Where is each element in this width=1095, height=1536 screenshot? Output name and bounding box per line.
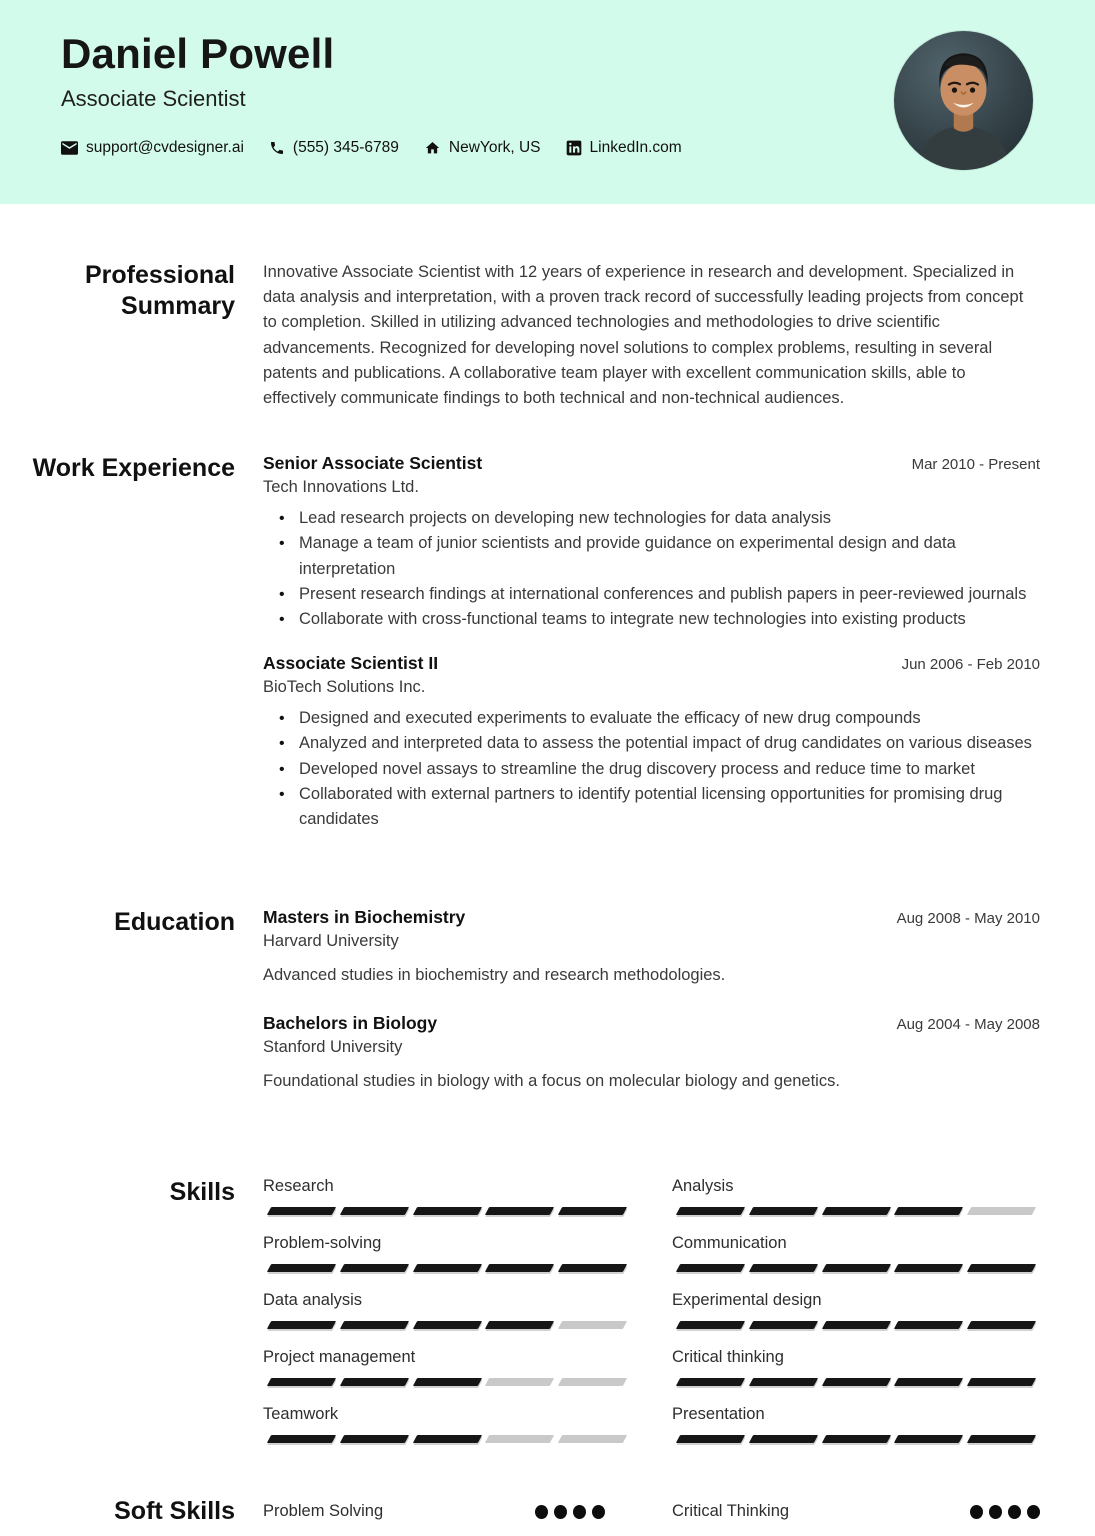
soft-skill-dot: [1008, 1505, 1021, 1519]
skill-bar-segment: [485, 1207, 554, 1215]
section-work-experience: [0, 453, 1095, 853]
soft-skill-dot: [554, 1505, 567, 1519]
job-bullet: • Collaborated with external partners to identify potential licensing opportunities for promising drug candidates: [263, 782, 1040, 832]
job-bullet: • Collaborate with cross-functional teams to integrate new technologies into existing products: [263, 607, 1040, 632]
job-bullet: • Present research findings at international conferences and publish papers in peer-reviewed journals: [263, 582, 1040, 607]
skill-bar-segment: [558, 1207, 627, 1215]
skill-bar-segment: [340, 1264, 409, 1272]
job-bullet: • Developed novel assays to streamline the drug discovery process and reduce time to market: [263, 757, 1040, 782]
skill-bar: [263, 1264, 631, 1272]
skill-item: [672, 1348, 1040, 1386]
skill-bar: [672, 1207, 1040, 1215]
skill-bar: [672, 1378, 1040, 1386]
skill-bar-segment: [967, 1321, 1036, 1329]
contact-linkedin-text: LinkedIn.com: [589, 139, 682, 156]
contact-phone[interactable]: [269, 139, 399, 157]
skill-bar-segment: [967, 1435, 1036, 1443]
contact-location-text: NewYork, US: [448, 139, 541, 156]
person-job-title: Associate Scientist: [61, 86, 246, 111]
phone-icon: [269, 140, 285, 156]
soft-skills-heading: Soft Skills: [114, 1497, 235, 1526]
section-professional-summary: [0, 260, 1095, 411]
job-dates: Jun 2006 - Feb 2010: [901, 656, 1040, 674]
skill-item: [263, 1348, 631, 1386]
degree-dates: Aug 2008 - May 2010: [896, 910, 1040, 928]
soft-skill-dot: [573, 1505, 586, 1519]
skill-item: [263, 1234, 631, 1272]
skill-name: Critical thinking: [672, 1348, 784, 1367]
skills-grid: [263, 1177, 1040, 1462]
skill-bar-segment: [821, 1207, 890, 1215]
skill-bar-segment: [821, 1321, 890, 1329]
soft-skill-name: Problem Solving: [263, 1502, 384, 1521]
degree-dates: Aug 2004 - May 2008: [896, 1016, 1040, 1034]
soft-skill-dots: [535, 1505, 605, 1519]
job-bullet: • Analyzed and interpreted data to assess the potential impact of drug candidates on various diseases: [263, 731, 1040, 756]
soft-skill-dots: [970, 1505, 1040, 1519]
skill-bar-segment: [967, 1264, 1036, 1272]
skill-bar-segment: [821, 1378, 890, 1386]
skill-bar-segment: [340, 1321, 409, 1329]
skill-bar-segment: [894, 1207, 963, 1215]
skill-bar: [672, 1435, 1040, 1443]
skill-name: Data analysis: [263, 1291, 363, 1310]
job-company: BioTech Solutions Inc.: [263, 678, 426, 697]
job-title: Senior Associate Scientist: [263, 453, 483, 474]
skill-bar-segment: [412, 1264, 481, 1272]
soft-skill-item: [672, 1496, 1040, 1527]
skill-bar-segment: [340, 1378, 409, 1386]
skill-bar-segment: [749, 1207, 818, 1215]
skill-bar: [672, 1321, 1040, 1329]
skill-bar-segment: [340, 1207, 409, 1215]
skill-bar-segment: [558, 1378, 627, 1386]
skill-item: [263, 1177, 631, 1215]
contact-location[interactable]: [424, 139, 541, 157]
summary-heading: Professional Summary: [84, 261, 235, 320]
skill-bar: [263, 1207, 631, 1215]
home-icon: [424, 140, 441, 156]
contact-phone-text: (555) 345-6789: [292, 139, 399, 156]
skill-bar-segment: [485, 1321, 554, 1329]
job-title: Associate Scientist II: [263, 653, 439, 674]
skill-name: Presentation: [672, 1405, 765, 1424]
skill-bar-segment: [267, 1264, 336, 1272]
skill-bar-segment: [967, 1378, 1036, 1386]
skill-bar-segment: [558, 1435, 627, 1443]
skill-bar-segment: [894, 1264, 963, 1272]
job-bullet: • Manage a team of junior scientists and provide guidance on experimental design and data interpretation: [263, 531, 1040, 581]
skill-bar-segment: [267, 1321, 336, 1329]
contact-linkedin[interactable]: [566, 139, 682, 157]
job-entry: [263, 653, 1040, 832]
degree-entry: [263, 907, 1040, 985]
skill-bar-segment: [676, 1378, 745, 1386]
skill-bar-segment: [749, 1378, 818, 1386]
skill-bar-segment: [894, 1378, 963, 1386]
skill-bar-segment: [676, 1264, 745, 1272]
skill-bar-segment: [412, 1378, 481, 1386]
skill-bar: [672, 1264, 1040, 1272]
degree-description: Foundational studies in biology with a focus on molecular biology and genetics.: [263, 1072, 840, 1091]
skill-bar-segment: [894, 1321, 963, 1329]
degree-school: Stanford University: [263, 1038, 403, 1057]
soft-skills-grid: [263, 1496, 1040, 1527]
skill-bar-segment: [821, 1264, 890, 1272]
skill-bar-segment: [267, 1435, 336, 1443]
skill-item: [672, 1177, 1040, 1215]
soft-skill-dot: [592, 1505, 605, 1519]
degree-title: Bachelors in Biology: [263, 1013, 438, 1034]
skill-bar-segment: [340, 1435, 409, 1443]
skill-item: [672, 1291, 1040, 1329]
skill-name: Problem-solving: [263, 1234, 382, 1253]
skill-name: Experimental design: [672, 1291, 822, 1310]
skill-bar-segment: [676, 1321, 745, 1329]
section-skills: [0, 1177, 1095, 1462]
skill-bar-segment: [821, 1435, 890, 1443]
skill-item: [263, 1405, 631, 1443]
skill-item: [672, 1234, 1040, 1272]
skill-bar: [263, 1321, 631, 1329]
degree-entry: [263, 1013, 1040, 1091]
skill-name: Teamwork: [263, 1405, 339, 1424]
skill-bar-segment: [749, 1321, 818, 1329]
skill-item: [263, 1291, 631, 1329]
education-heading: Education: [114, 908, 235, 937]
section-soft-skills: [0, 1496, 1095, 1527]
job-bullets: [263, 506, 1040, 632]
skill-bar-segment: [558, 1264, 627, 1272]
job-bullets: [263, 706, 1040, 832]
degree-description: Advanced studies in biochemistry and research methodologies.: [263, 966, 726, 985]
skill-bar-segment: [967, 1207, 1036, 1215]
work-heading: Work Experience: [32, 454, 235, 483]
contact-email-text: support@cvdesigner.ai: [86, 139, 244, 156]
skill-name: Analysis: [672, 1177, 734, 1196]
skills-heading: Skills: [169, 1178, 235, 1207]
degree-school: Harvard University: [263, 932, 399, 951]
skill-bar-segment: [412, 1435, 481, 1443]
skill-bar-segment: [267, 1207, 336, 1215]
skill-name: Communication: [672, 1234, 787, 1253]
job-company: Tech Innovations Ltd.: [263, 478, 419, 497]
soft-skill-dot: [1027, 1505, 1040, 1519]
profile-photo: [894, 31, 1033, 170]
education-entries: [263, 907, 1040, 1119]
job-bullet: • Designed and executed experiments to evaluate the efficacy of new drug compounds: [263, 706, 1040, 731]
person-name: Daniel Powell: [61, 30, 335, 77]
skill-bar: [263, 1435, 631, 1443]
skill-bar-segment: [485, 1378, 554, 1386]
skill-name: Project management: [263, 1348, 416, 1367]
skill-name: Research: [263, 1177, 334, 1196]
soft-skill-dot: [970, 1505, 983, 1519]
skill-bar-segment: [894, 1435, 963, 1443]
summary-text: Innovative Associate Scientist with 12 years of experience in research and development. Specialized in data analysis and interpretation, with a proven track record of successfully leading projects from concept to completion. Skilled in utilizing advanced technologies and methodologies to drive scientific advancements. Recognized for developing novel solutions to complex problems, resulting in several patents and publications. A collaborative team player with excellent communication skills, able to effectively communicate findings to both technical and non-technical audiences.: [263, 263, 1024, 408]
job-entry: [263, 453, 1040, 632]
section-education: [0, 907, 1095, 1119]
email-icon: [61, 141, 78, 155]
skill-bar-segment: [485, 1264, 554, 1272]
job-dates: Mar 2010 - Present: [911, 456, 1040, 474]
skill-bar: [263, 1378, 631, 1386]
skill-bar-segment: [412, 1207, 481, 1215]
soft-skill-name: Critical Thinking: [672, 1502, 790, 1521]
skill-bar-segment: [676, 1435, 745, 1443]
work-entries: [263, 453, 1040, 853]
header: [0, 0, 1095, 204]
skill-bar-segment: [676, 1207, 745, 1215]
linkedin-icon: [566, 140, 582, 156]
skill-bar-segment: [749, 1264, 818, 1272]
skill-bar-segment: [749, 1435, 818, 1443]
soft-skill-dot: [535, 1505, 548, 1519]
skill-bar-segment: [558, 1321, 627, 1329]
soft-skill-dot: [989, 1505, 1002, 1519]
soft-skill-item: [263, 1496, 631, 1527]
contact-email[interactable]: [61, 139, 244, 157]
skill-bar-segment: [412, 1321, 481, 1329]
skill-item: [672, 1405, 1040, 1443]
job-bullet: • Lead research projects on developing new technologies for data analysis: [263, 506, 1040, 531]
degree-title: Masters in Biochemistry: [263, 907, 466, 928]
skill-bar-segment: [485, 1435, 554, 1443]
skill-bar-segment: [267, 1378, 336, 1386]
